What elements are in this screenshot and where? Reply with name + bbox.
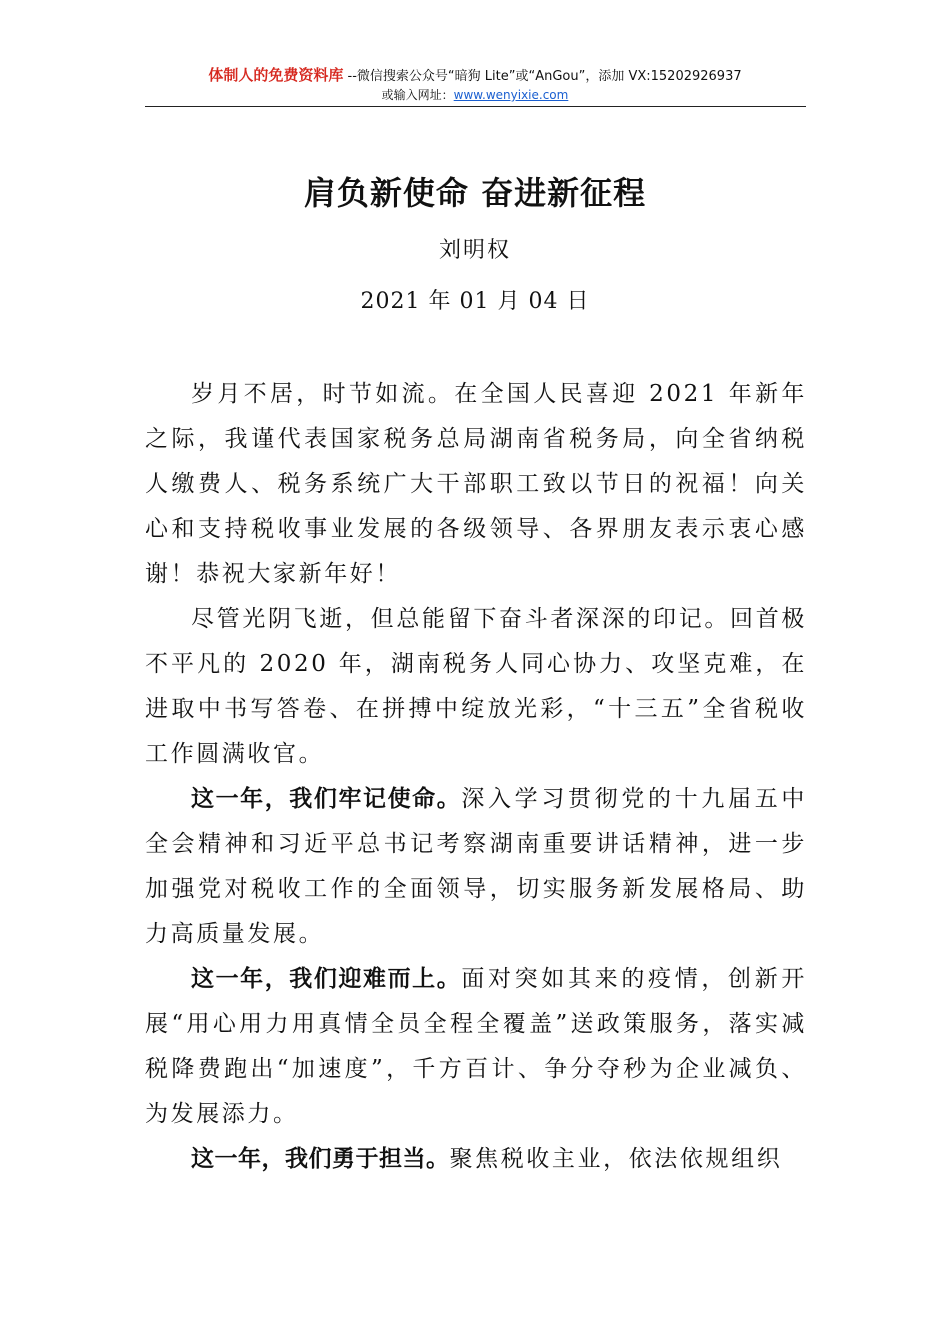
- article-date: 2021 年 01 月 04 日: [360, 289, 590, 314]
- paragraph: [145, 597, 807, 777]
- paragraph-text: 岁月不居，时节如流。在全国人民喜迎 2021 年新年之际，我谨代表国家税务总局湖南省税务局，向全省纳税人缴费人、税务系统广大干部职工致以节日的祝福！向关心和支持税收事业发展的各级领导、各界朋友表示衷心感谢！恭祝大家新年好！: [145, 381, 807, 587]
- header-divider: [145, 106, 806, 107]
- paragraph-lead: 这一年，我们迎难而上。: [191, 966, 462, 992]
- header-url-label: 或输入网址：: [381, 88, 454, 102]
- header-line-1: [145, 66, 805, 86]
- paragraph: [145, 777, 807, 957]
- article-body: [145, 372, 807, 1182]
- paragraph: [145, 1137, 807, 1182]
- paragraph-lead: 这一年，我们勇于担当。: [191, 1146, 450, 1172]
- paragraph-text: 尽管光阴飞逝，但总能留下奋斗者深深的印记。回首极不平凡的 2020 年，湖南税务人同心协力、攻坚克难，在进取中书写答卷、在拼搏中绽放光彩，“十三五”全省税收工作圆满收官。: [145, 606, 807, 767]
- paragraph-text: 深入学习贯彻党的十九届五中全会精神和习近平总书记考察湖南重要讲话精神，进一步加强党对税收工作的全面领导，切实服务新发展格局、助力高质量发展。: [145, 786, 807, 947]
- header-url-link[interactable]: www.wenyixie.com: [453, 88, 569, 102]
- paragraph-text: 面对突如其来的疫情，创新开展“用心用力用真情全员全程全覆盖”送政策服务，落实减税降费跑出“加速度”，千方百计、争分夺秒为企业减负、为发展添力。: [145, 966, 807, 1127]
- header-promo-text: --微信搜索公众号“暗狗 Lite”或“AnGou”，添加 VX:15202926937: [343, 69, 742, 84]
- paragraph-text: 聚焦税收主业，依法依规组织: [449, 1146, 783, 1172]
- paragraph: [145, 372, 807, 597]
- page-header: [145, 66, 805, 105]
- header-brand: 体制人的免费资料库: [208, 66, 344, 84]
- article-author: 刘明权: [438, 238, 511, 263]
- header-line-2: [145, 86, 805, 105]
- paragraph-lead: 这一年，我们牢记使命。: [191, 786, 462, 812]
- article-title: 肩负新使命 奋进新征程: [303, 174, 647, 212]
- paragraph: [145, 957, 807, 1137]
